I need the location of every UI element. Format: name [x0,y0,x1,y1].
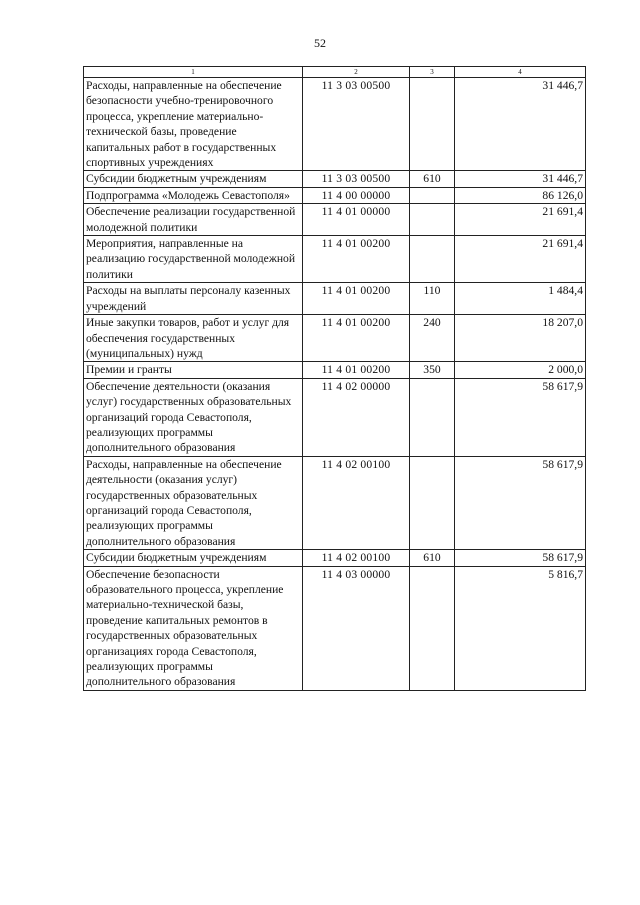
row-name: Обеспечение реализации государственной молодежной политики [84,204,303,236]
row-sum: 1 484,4 [455,283,586,315]
row-sum: 2 000,0 [455,362,586,378]
row-sum: 18 207,0 [455,315,586,362]
row-sum: 21 691,4 [455,236,586,283]
row-expense-type [410,566,455,690]
row-sum: 21 691,4 [455,204,586,236]
row-code: 11 3 03 00500 [303,78,410,171]
row-expense-type [410,236,455,283]
row-expense-type: 110 [410,283,455,315]
page-number: 52 [314,36,326,50]
header-col-3: 3 [410,67,455,78]
row-sum: 58 617,9 [455,378,586,456]
row-code: 11 4 01 00200 [303,315,410,362]
table-row [84,283,586,315]
row-name: Субсидии бюджетным учреждениям [84,550,303,566]
table-row [84,315,586,362]
row-name: Подпрограмма «Молодежь Севастополя» [84,187,303,203]
header-col-4: 4 [455,67,586,78]
table-header-row [84,67,586,78]
row-sum: 5 816,7 [455,566,586,690]
budget-table [83,66,586,691]
row-expense-type [410,78,455,171]
row-sum: 58 617,9 [455,550,586,566]
row-name: Расходы на выплаты персоналу казенных учреждений [84,283,303,315]
table-row [84,236,586,283]
table-row [84,171,586,187]
row-name: Обеспечение безопасности образовательного процесса, укрепление материально-технической базы, проведение капитальных ремонтов в государственных образовательных организациях города Севастополя, реализующих программы дополнительного образования [84,566,303,690]
row-code: 11 3 03 00500 [303,171,410,187]
row-name: Расходы, направленные на обеспечение безопасности учебно-тренировочного процесса, укрепление материально-технической базы, проведение капитальных работ в государственных спортивных учреждениях [84,78,303,171]
table-row [84,78,586,171]
row-code: 11 4 03 00000 [303,566,410,690]
row-name: Мероприятия, направленные на реализацию государственной молодежной политики [84,236,303,283]
row-expense-type: 240 [410,315,455,362]
table-row [84,566,586,690]
row-expense-type: 610 [410,171,455,187]
row-name: Обеспечение деятельности (оказания услуг) государственных образовательных организаций города Севастополя, реализующих программы дополнительного образования [84,378,303,456]
table-row [84,204,586,236]
row-expense-type: 350 [410,362,455,378]
row-code: 11 4 01 00200 [303,236,410,283]
row-code: 11 4 01 00000 [303,204,410,236]
row-expense-type [410,204,455,236]
table-row [84,362,586,378]
row-name: Субсидии бюджетным учреждениям [84,171,303,187]
row-code: 11 4 01 00200 [303,283,410,315]
row-code: 11 4 00 00000 [303,187,410,203]
header-col-2: 2 [303,67,410,78]
row-expense-type [410,378,455,456]
row-sum: 31 446,7 [455,78,586,171]
row-expense-type [410,187,455,203]
row-name: Расходы, направленные на обеспечение деятельности (оказания услуг) государственных образовательных организаций города Севастополя, реализующих программы дополнительного образования [84,456,303,549]
header-col-1: 1 [84,67,303,78]
row-name: Иные закупки товаров, работ и услуг для обеспечения государственных (муниципальных) нужд [84,315,303,362]
table-row [84,378,586,456]
table-row [84,550,586,566]
row-expense-type: 610 [410,550,455,566]
row-sum: 86 126,0 [455,187,586,203]
row-expense-type [410,456,455,549]
row-code: 11 4 02 00100 [303,550,410,566]
row-code: 11 4 01 00200 [303,362,410,378]
row-code: 11 4 02 00000 [303,378,410,456]
table-row [84,187,586,203]
table-row [84,456,586,549]
row-sum: 31 446,7 [455,171,586,187]
row-sum: 58 617,9 [455,456,586,549]
row-name: Премии и гранты [84,362,303,378]
row-code: 11 4 02 00100 [303,456,410,549]
